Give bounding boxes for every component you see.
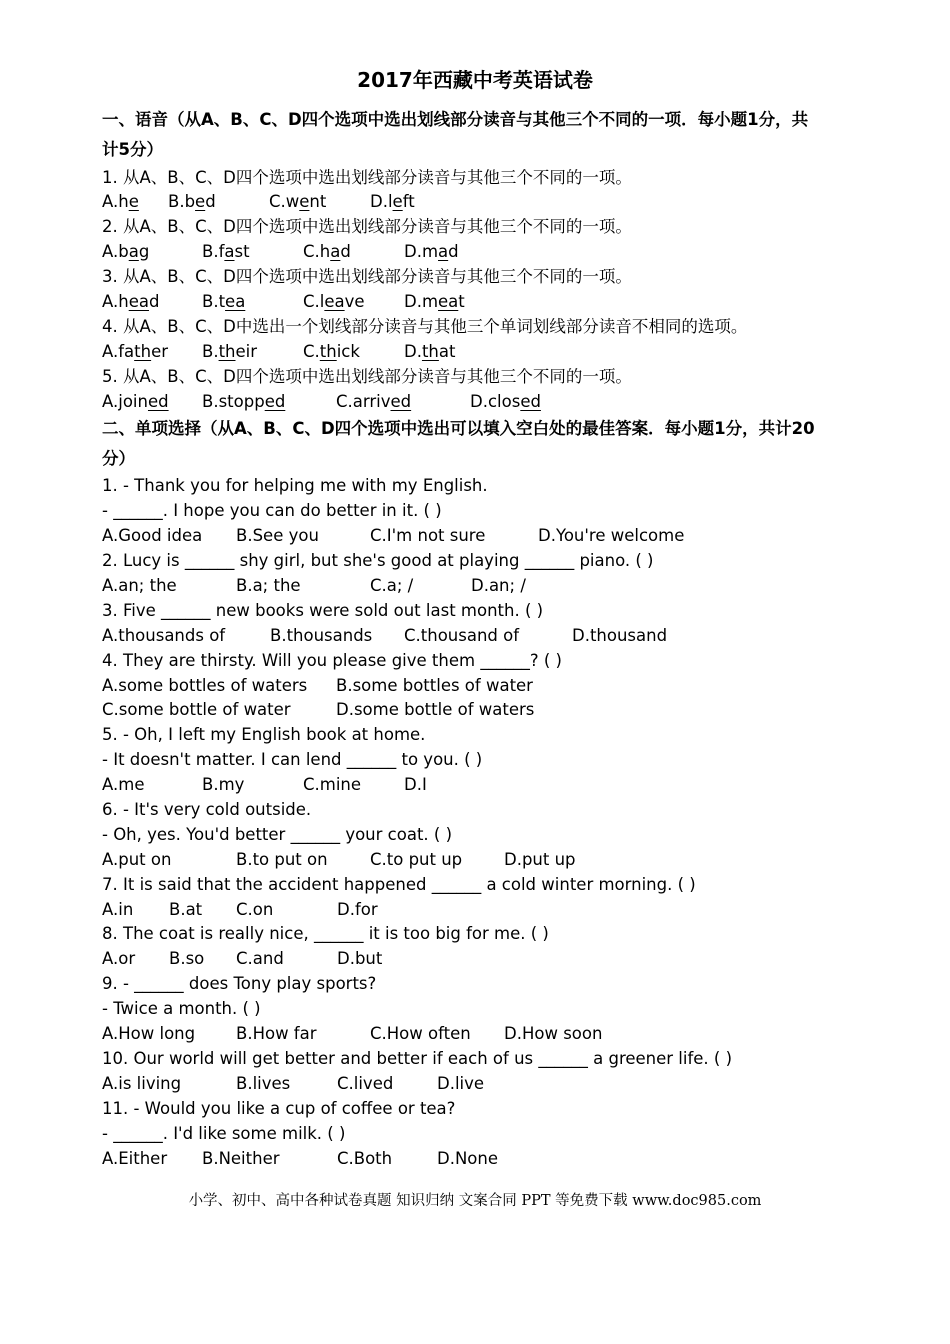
s2-q6-options bbox=[102, 848, 802, 872]
s2-q6-reply: - Oh, yes. You'd better ______ your coat. ( ) bbox=[102, 825, 453, 844]
s2-q5-reply: - It doesn't matter. I can lend ______ to you. ( ) bbox=[102, 750, 483, 769]
s1-q2-options bbox=[102, 240, 802, 264]
s2-q1-stem: 1. - Thank you for helping me with my English. bbox=[102, 476, 488, 495]
s2-q4-options-row2 bbox=[102, 698, 802, 722]
option-c: C.I'm not sure bbox=[370, 526, 486, 545]
option-a: A.bag bbox=[102, 242, 150, 261]
option-b: B.some bottles of water bbox=[336, 676, 533, 695]
s2-q11-stem: 11. - Would you like a cup of coffee or tea? bbox=[102, 1099, 456, 1118]
s2-q11-reply: - ______. I'd like some milk. ( ) bbox=[102, 1124, 346, 1143]
option-a: A.father bbox=[102, 342, 169, 361]
option-c: C.and bbox=[236, 949, 284, 968]
option-d: D.mad bbox=[404, 242, 459, 261]
option-c: C.How often bbox=[370, 1024, 471, 1043]
s2-q4-options-row1 bbox=[102, 674, 802, 698]
s2-q9-stem: 9. - ______ does Tony play sports? bbox=[102, 974, 377, 993]
s1-q3-options bbox=[102, 290, 802, 314]
section1-heading-cont: 计5分） bbox=[102, 140, 163, 159]
option-d: D.closed bbox=[470, 392, 541, 411]
s2-q2-stem: 2. Lucy is ______ shy girl, but she's good at playing ______ piano. ( ) bbox=[102, 551, 654, 570]
option-b: B.to put on bbox=[236, 850, 328, 869]
option-c: C.thousand of bbox=[404, 626, 520, 645]
s1-q3-stem: 3. 从A、B、C、D四个选项中选出划线部分读音与其他三个不同的一项。 bbox=[102, 267, 632, 286]
s2-q10-options bbox=[102, 1072, 802, 1096]
option-a: A.put on bbox=[102, 850, 172, 869]
option-d: D.meat bbox=[404, 292, 465, 311]
s1-q5-stem: 5. 从A、B、C、D四个选项中选出划线部分读音与其他三个不同的一项。 bbox=[102, 367, 632, 386]
option-b: B.See you bbox=[236, 526, 319, 545]
s2-q5-options bbox=[102, 773, 802, 797]
option-d: D.How soon bbox=[504, 1024, 603, 1043]
s2-q9-reply: - Twice a month. ( ) bbox=[102, 999, 261, 1018]
s1-q1-options bbox=[102, 190, 802, 214]
s2-q8-options bbox=[102, 947, 802, 971]
option-d: D.I bbox=[404, 775, 427, 794]
s2-q1-reply: - ______. I hope you can do better in it. ( ) bbox=[102, 501, 442, 520]
option-a: A.head bbox=[102, 292, 160, 311]
option-a: A.How long bbox=[102, 1024, 196, 1043]
option-c: C.some bottle of water bbox=[102, 700, 291, 719]
s2-q3-stem: 3. Five ______ new books were sold out last month. ( ) bbox=[102, 601, 544, 620]
s1-q4-options bbox=[102, 340, 802, 364]
option-d: D.for bbox=[337, 900, 378, 919]
s2-q5-stem: 5. - Oh, I left my English book at home. bbox=[102, 725, 426, 744]
option-a: A.in bbox=[102, 900, 134, 919]
option-a: A.Either bbox=[102, 1149, 168, 1168]
s1-q2-stem: 2. 从A、B、C、D四个选项中选出划线部分读音与其他三个不同的一项。 bbox=[102, 217, 632, 236]
option-c: C.went bbox=[269, 192, 327, 211]
s2-q10-stem: 10. Our world will get better and better if each of us ______ a greener life. ( ) bbox=[102, 1049, 733, 1068]
s2-q3-options bbox=[102, 624, 802, 648]
option-d: D.an; / bbox=[471, 576, 526, 595]
s2-q4-stem: 4. They are thirsty. Will you please give them ______? ( ) bbox=[102, 651, 562, 670]
option-d: D.You're welcome bbox=[538, 526, 685, 545]
option-a: A.some bottles of waters bbox=[102, 676, 308, 695]
option-a: A.is living bbox=[102, 1074, 182, 1093]
option-c: C.lived bbox=[337, 1074, 394, 1093]
option-c: C.arrived bbox=[336, 392, 412, 411]
option-b: B.their bbox=[202, 342, 258, 361]
option-a: A.me bbox=[102, 775, 145, 794]
option-c: C.Both bbox=[337, 1149, 393, 1168]
option-b: B.bed bbox=[168, 192, 216, 211]
option-d: D.left bbox=[370, 192, 415, 211]
option-c: C.on bbox=[236, 900, 274, 919]
s2-q7-options bbox=[102, 898, 802, 922]
s1-q4-stem: 4. 从A、B、C、D中选出一个划线部分读音与其他三个单词划线部分读音不相同的选项。 bbox=[102, 317, 748, 336]
section1-heading: 一、语音（从A、B、C、D四个选项中选出划线部分读音与其他三个不同的一项．每小题1分，共 bbox=[102, 110, 809, 129]
option-a: A.or bbox=[102, 949, 136, 968]
s2-q8-stem: 8. The coat is really nice, ______ it is too big for me. ( ) bbox=[102, 924, 549, 943]
option-d: D.put up bbox=[504, 850, 576, 869]
s2-q1-options bbox=[102, 524, 802, 548]
option-b: B.a; the bbox=[236, 576, 301, 595]
option-d: D.None bbox=[437, 1149, 498, 1168]
option-b: B.my bbox=[202, 775, 245, 794]
option-b: B.fast bbox=[202, 242, 250, 261]
option-b: B.How far bbox=[236, 1024, 317, 1043]
option-c: C.a; / bbox=[370, 576, 414, 595]
option-a: A.Good idea bbox=[102, 526, 203, 545]
option-b: B.so bbox=[169, 949, 205, 968]
option-b: B.stopped bbox=[202, 392, 286, 411]
s2-q6-stem: 6. - It's very cold outside. bbox=[102, 800, 312, 819]
s2-q11-options bbox=[102, 1147, 802, 1171]
option-b: B.Neither bbox=[202, 1149, 280, 1168]
option-a: A.he bbox=[102, 192, 139, 211]
option-d: D.thousand bbox=[572, 626, 668, 645]
option-d: D.that bbox=[404, 342, 456, 361]
option-d: D.live bbox=[437, 1074, 485, 1093]
s2-q9-options bbox=[102, 1022, 802, 1046]
section2-heading-cont: 分） bbox=[102, 449, 135, 468]
option-d: D.but bbox=[337, 949, 383, 968]
option-b: B.lives bbox=[236, 1074, 291, 1093]
option-c: C.mine bbox=[303, 775, 362, 794]
option-a: A.thousands of bbox=[102, 626, 226, 645]
option-c: C.had bbox=[303, 242, 351, 261]
option-b: B.thousands bbox=[270, 626, 373, 645]
option-c: C.to put up bbox=[370, 850, 463, 869]
option-a: A.joined bbox=[102, 392, 169, 411]
page-footer: 小学、初中、高中各种试卷真题 知识归纳 文案合同 PPT 等免费下载 www.doc985.com bbox=[188, 1193, 762, 1209]
option-c: C.thick bbox=[303, 342, 360, 361]
option-d: D.some bottle of waters bbox=[336, 700, 535, 719]
s1-q5-options bbox=[102, 390, 802, 414]
s1-q1-stem: 1. 从A、B、C、D四个选项中选出划线部分读音与其他三个不同的一项。 bbox=[102, 168, 632, 187]
s2-q7-stem: 7. It is said that the accident happened ______ a cold winter morning. ( ) bbox=[102, 875, 696, 894]
section2-heading: 二、单项选择（从A、B、C、D四个选项中选出可以填入空白处的最佳答案．每小题1分，共计20 bbox=[102, 419, 815, 438]
option-a: A.an; the bbox=[102, 576, 177, 595]
option-b: B.at bbox=[169, 900, 203, 919]
page-title: 2017年西藏中考英语试卷 bbox=[357, 68, 593, 92]
option-b: B.tea bbox=[202, 292, 246, 311]
option-c: C.leave bbox=[303, 292, 365, 311]
s2-q2-options bbox=[102, 574, 802, 598]
